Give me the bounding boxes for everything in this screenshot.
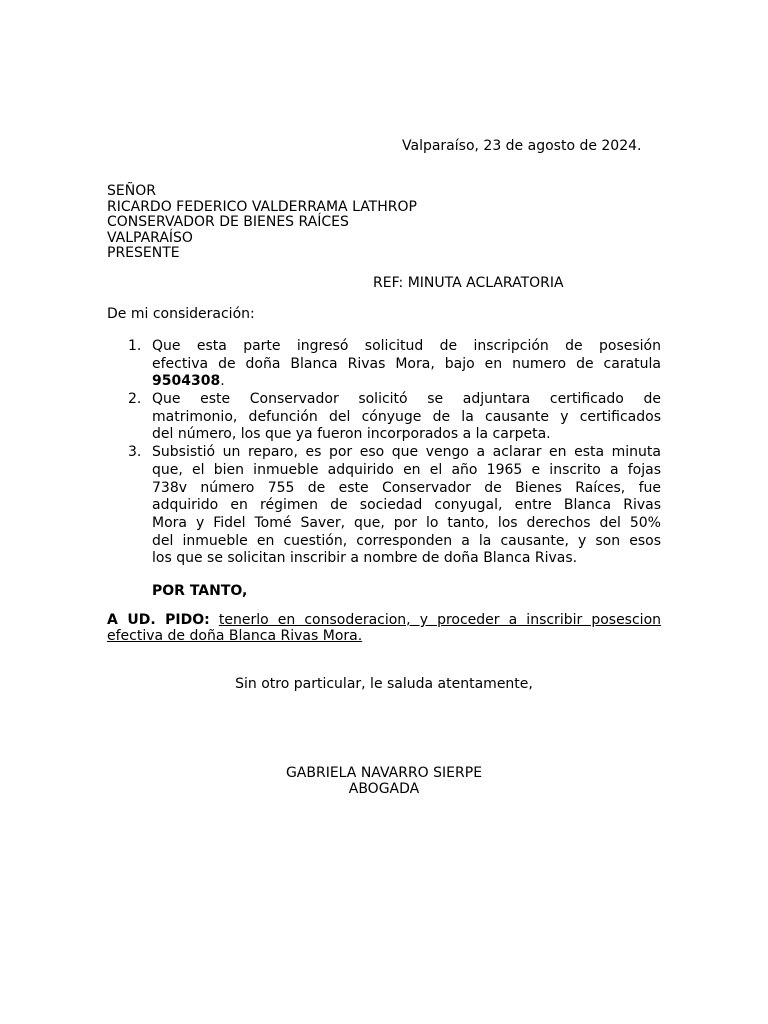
list-item-line: del número, los que ya fueron incorporados a la carpeta.: [152, 426, 551, 443]
por-tanto-heading: POR TANTO,: [152, 583, 248, 599]
addressee-block: [107, 184, 417, 262]
list-item-line: matrimonio, defunción del cónyuge de la causante y certificados: [152, 408, 661, 425]
list-item-number: 1.: [128, 338, 142, 354]
pido-label: A UD. PIDO:: [107, 612, 210, 628]
pido-line: [107, 629, 661, 645]
addressee-name: RICARDO FEDERICO VALDERRAMA LATHROP: [107, 198, 417, 215]
addressee-office: CONSERVADOR DE BIENES RAÍCES: [107, 214, 349, 230]
numbered-list: [107, 338, 661, 568]
list-item-line: que, el bien inmueble adquirido en el año 1965 e inscrito a fojas: [152, 461, 661, 478]
list-item-line: Que esta parte ingresó solicitud de inscripción de posesión: [152, 338, 661, 354]
closing-line: Sin otro particular, le saluda atentamente,: [235, 676, 533, 692]
list-item-line: adquirido en régimen de sociedad conyugal, entre Blanca Rivas: [152, 497, 661, 514]
addressee-salutation: SEÑOR: [107, 183, 156, 199]
list-item-line: del inmueble en cuestión, corresponden a la causante, y son esos: [152, 532, 661, 549]
pido-line: [107, 613, 661, 629]
list-item-line: Mora y Fidel Tomé Saver, que, por lo tanto, los derechos del 50%: [152, 514, 661, 531]
list-item-line: Subsistió un reparo, es por eso que vengo a aclarar en esta minuta: [152, 444, 661, 461]
list-item-line: [152, 373, 661, 391]
list-item: [107, 391, 661, 444]
list-item: [107, 444, 661, 568]
list-item: [107, 338, 661, 391]
pido-paragraph: [107, 613, 661, 644]
caratula-number: 9504308: [152, 373, 221, 390]
reference-line: REF: MINUTA ACLARATORIA: [373, 275, 564, 291]
list-item-line: los que se solicitan inscribir a nombre de doña Blanca Rivas.: [152, 550, 578, 567]
date-line: Valparaíso, 23 de agosto de 2024.: [402, 138, 642, 154]
list-item-line: Que este Conservador solicitó se adjuntara certificado de: [152, 391, 661, 408]
caratula-suffix: .: [220, 373, 225, 390]
signature-block: [0, 766, 768, 797]
signature-name: GABRIELA NAVARRO SIERPE: [285, 765, 483, 781]
pido-text: tenerlo en consoderacion, y proceder a inscribir posescion: [218, 612, 662, 628]
list-item-number: 3.: [128, 444, 142, 461]
signature-title: ABOGADA: [348, 780, 420, 797]
greeting: De mi consideración:: [107, 306, 255, 322]
pido-text-continued: efectiva de doña Blanca Rivas Mora.: [107, 627, 363, 644]
addressee-presente: PRESENTE: [107, 245, 180, 261]
list-item-line: 738v número 755 de este Conservador de Bienes Raíces, fue: [152, 479, 661, 496]
list-item-number: 2.: [128, 391, 142, 408]
addressee-city: VALPARAÍSO: [107, 229, 193, 246]
list-item-line: efectiva de doña Blanca Rivas Mora, bajo en numero de caratula: [152, 355, 661, 372]
